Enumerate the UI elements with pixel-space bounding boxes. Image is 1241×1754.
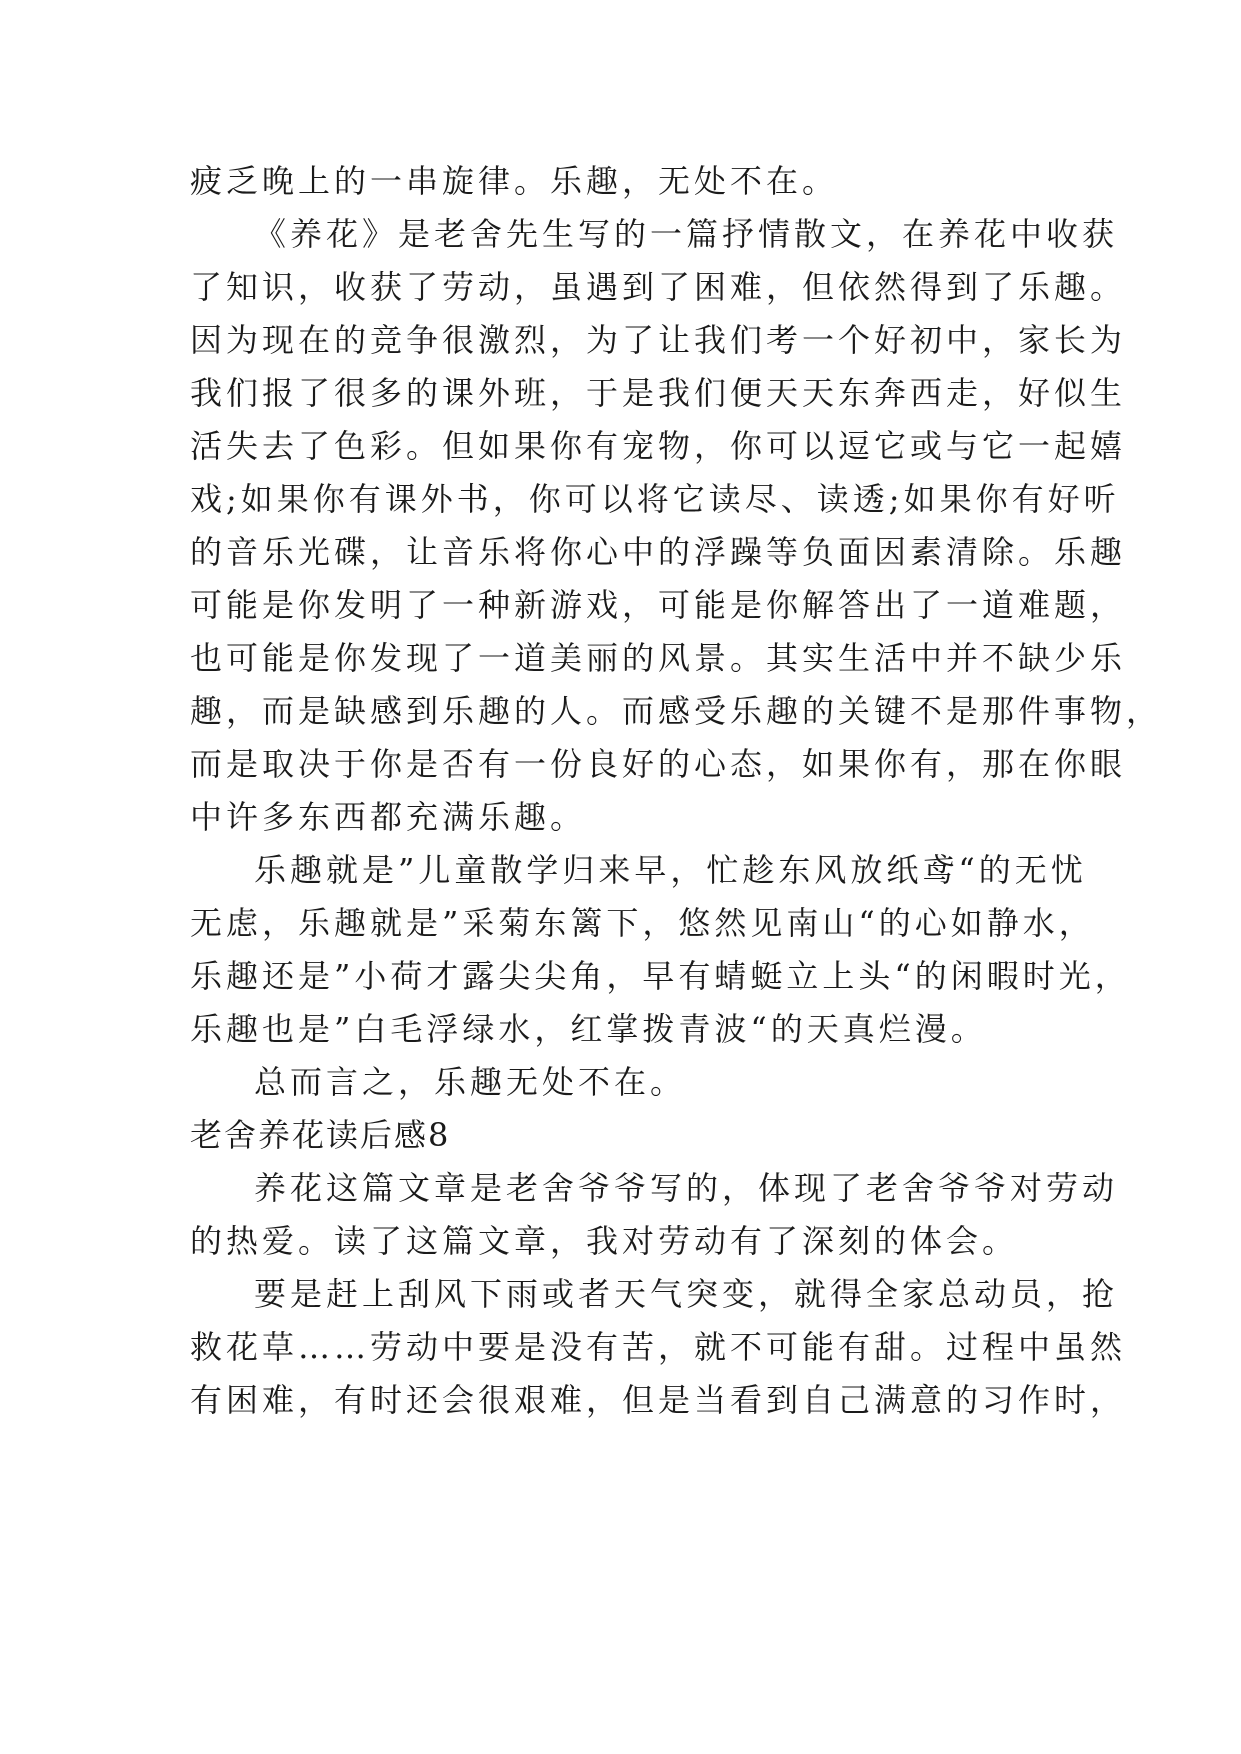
paragraph-start-line: 要是赶上刮风下雨或者天气突变，就得全家总动员，抢: [254, 1275, 1119, 1313]
text-line: 的热爱。读了这篇文章，我对劳动有了深刻的体会。: [190, 1222, 1019, 1260]
text-line: 疲乏晚上的一串旋律。乐趣，无处不在。: [190, 162, 839, 200]
paragraph-start-line: 乐趣就是”儿童散学归来早，忙趁东风放纸鸢“的无忧: [254, 851, 1087, 889]
section-heading: 老舍养花读后感8: [190, 1116, 451, 1154]
text-line: 我们报了很多的课外班，于是我们便天天东奔西走，好似生: [190, 374, 1127, 412]
text-line: 而是取决于你是否有一份良好的心态，如果你有，那在你眼: [190, 745, 1127, 783]
text-line: 趣，而是缺感到乐趣的人。而感受乐趣的关键不是那件事物，: [190, 692, 1163, 730]
text-line: 乐趣还是”小荷才露尖尖角，早有蜻蜓立上头“的闲暇时光，: [190, 957, 1131, 995]
document-body: [190, 155, 1163, 1427]
text-line: 也可能是你发现了一道美丽的风景。其实生活中并不缺少乐: [190, 639, 1127, 677]
paragraph-start-line: 《养花》是老舍先生写的一篇抒情散文，在养花中收获: [254, 215, 1119, 253]
text-line: 可能是你发明了一种新游戏，可能是你解答出了一道难题，: [190, 586, 1127, 624]
text-line: 有困难，有时还会很艰难，但是当看到自己满意的习作时，: [190, 1381, 1127, 1419]
paragraph-start-line: 总而言之，乐趣无处不在。: [254, 1063, 687, 1101]
text-line: 了知识，收获了劳动，虽遇到了困难，但依然得到了乐趣。: [190, 268, 1127, 306]
text-line: 的音乐光碟，让音乐将你心中的浮躁等负面因素清除。乐趣: [190, 533, 1127, 571]
text-line: 活失去了色彩。但如果你有宠物，你可以逗它或与它一起嬉: [190, 427, 1127, 465]
text-line: 戏;如果你有课外书，你可以将它读尽、读透;如果你有好听: [190, 480, 1120, 518]
text-line: 救花草……劳动中要是没有苦，就不可能有甜。过程中虽然: [190, 1328, 1127, 1366]
text-line: 乐趣也是”白毛浮绿水，红掌拨青波“的天真烂漫。: [190, 1010, 987, 1048]
text-line: 因为现在的竞争很激烈，为了让我们考一个好初中，家长为: [190, 321, 1127, 359]
text-line: 中许多东西都充满乐趣。: [190, 798, 587, 836]
text-line: 无虑，乐趣就是”采菊东篱下，悠然见南山“的心如静水，: [190, 904, 1095, 942]
paragraph-start-line: 养花这篇文章是老舍爷爷写的，体现了老舍爷爷对劳动: [254, 1169, 1119, 1207]
